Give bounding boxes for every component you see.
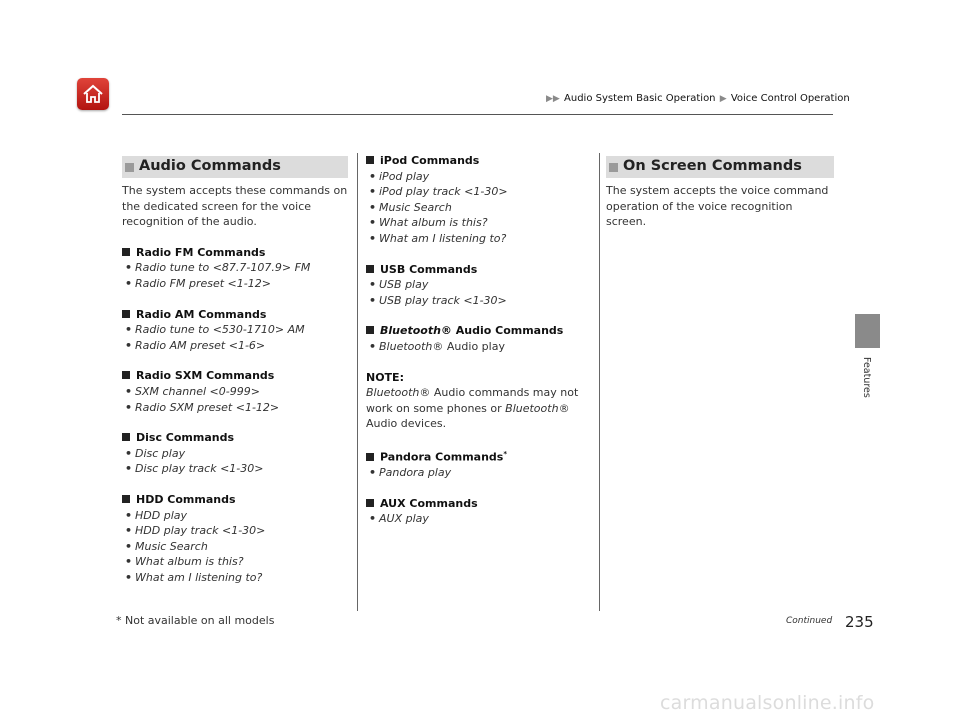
list-item: • Radio tune to <87.7-107.9> FM xyxy=(125,261,311,275)
watermark: carmanualsonline.info xyxy=(660,692,875,714)
square-icon xyxy=(609,163,618,172)
list-item: • What am I listening to? xyxy=(125,570,263,584)
list-item: • Music Search xyxy=(125,539,208,553)
square-icon xyxy=(366,265,374,273)
commands-continued-section xyxy=(366,153,598,527)
square-icon xyxy=(122,495,130,503)
list-item: • Disc play track <1-30> xyxy=(125,462,264,476)
note-text: Bluetooth® Audio commands may not work on some phones or Bluetooth® Audio devices. xyxy=(366,386,579,431)
list-item: • Bluetooth® Audio play xyxy=(369,339,505,353)
list-item: • Radio AM preset <1-6> xyxy=(125,338,266,352)
subheading: Radio FM Commands xyxy=(122,245,348,261)
square-icon xyxy=(122,371,130,379)
page-number: 235 xyxy=(845,613,874,631)
list-item: • Radio tune to <530-1710> AM xyxy=(125,323,305,337)
list-item: • What album is this? xyxy=(125,555,244,569)
list-item: • SXM channel <0-999> xyxy=(125,384,260,398)
subheading: Pandora Commands* xyxy=(366,447,598,465)
on-screen-text: The system accepts the voice command operation of the voice recognition screen. xyxy=(606,184,829,229)
subheading: USB Commands xyxy=(366,262,598,278)
list-item: • iPod play track <1-30> xyxy=(369,185,508,199)
list-item: • USB play xyxy=(369,278,429,292)
side-tab-label: Features xyxy=(861,357,872,398)
square-icon xyxy=(122,248,130,256)
square-icon xyxy=(366,499,374,507)
list-item: • Radio FM preset <1-12> xyxy=(125,276,271,290)
on-screen-commands-section xyxy=(606,156,834,230)
subheading: Bluetooth® Audio Commands xyxy=(366,323,598,339)
square-icon xyxy=(366,453,374,461)
continued-label: Continued xyxy=(786,616,833,626)
home-icon xyxy=(82,83,104,105)
subheading: AUX Commands xyxy=(366,496,598,512)
list-item: • Pandora play xyxy=(369,466,452,480)
column-divider xyxy=(357,153,358,611)
subheading: Disc Commands xyxy=(122,430,348,446)
features-tab-marker xyxy=(855,314,880,348)
footnote: * Not available on all models xyxy=(116,614,275,627)
square-icon xyxy=(122,310,130,318)
square-icon xyxy=(122,433,130,441)
list-item: • What album is this? xyxy=(369,216,488,230)
breadcrumb-item[interactable]: Audio System Basic Operation xyxy=(564,93,716,104)
square-icon xyxy=(366,326,374,334)
breadcrumb xyxy=(545,93,850,104)
list-item: • Radio SXM preset <1-12> xyxy=(125,400,280,414)
header-divider xyxy=(122,114,833,115)
intro-text: The system accepts these commands on the dedicated screen for the voice recognition of the audio. xyxy=(122,184,348,229)
section-heading: On Screen Commands xyxy=(606,156,834,178)
home-button[interactable] xyxy=(77,78,109,110)
breadcrumb-item[interactable]: Voice Control Operation xyxy=(730,93,850,104)
note-label: NOTE: xyxy=(366,370,404,384)
list-item: • HDD play track <1-30> xyxy=(125,524,266,538)
chevron-right-icon: ▶▶ xyxy=(546,94,560,104)
audio-commands-section xyxy=(122,156,348,585)
list-item: • HDD play xyxy=(125,508,187,522)
subheading: Radio SXM Commands xyxy=(122,368,348,384)
list-item: • iPod play xyxy=(369,169,430,183)
list-item: • What am I listening to? xyxy=(369,231,507,245)
section-heading: Audio Commands xyxy=(122,156,348,178)
subheading: iPod Commands xyxy=(366,153,598,169)
list-item: • USB play track <1-30> xyxy=(369,293,507,307)
subheading: HDD Commands xyxy=(122,492,348,508)
list-item: • AUX play xyxy=(369,512,429,526)
subheading: Radio AM Commands xyxy=(122,307,348,323)
column-divider xyxy=(599,153,600,611)
chevron-right-icon: ▶ xyxy=(719,94,727,104)
list-item: • Music Search xyxy=(369,200,452,214)
square-icon xyxy=(125,163,134,172)
list-item: • Disc play xyxy=(125,446,186,460)
square-icon xyxy=(366,156,374,164)
